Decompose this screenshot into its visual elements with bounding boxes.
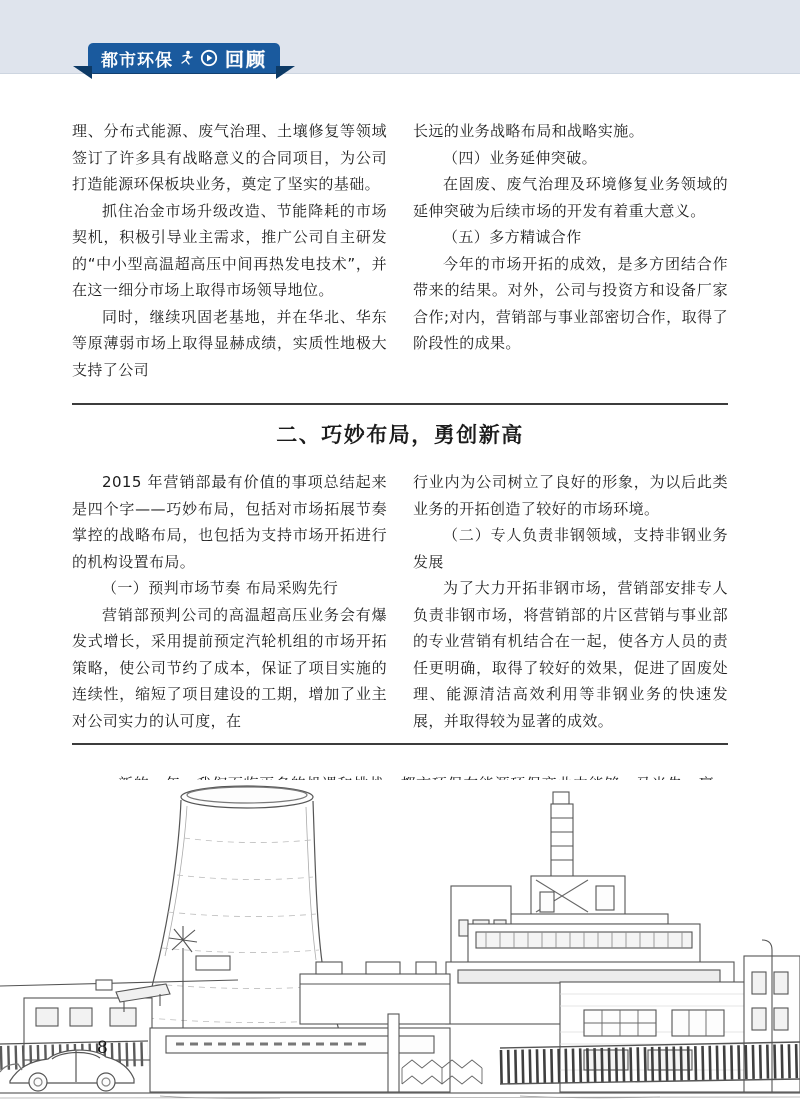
page-content [0,73,800,873]
runner-icon [180,50,193,66]
paragraph: （五）多方精诚合作 [443,228,582,246]
paragraph: 营销部预判公司的高温超高压业务会有爆发式增长，采用提前预定汽轮机组的市场开拓策略，使公司节约了成本，保证了项目实施的连续性，缩短了项目建设的工期，增加了业主对公司实力的认可度，在 [72,605,387,730]
section-divider-top [72,403,728,405]
brand-logo-text: 都市环保 [101,50,173,71]
header-ribbon [88,43,280,73]
paragraph: 今年的市场开拓的成效，是多方团结合作带来的结果。对外，公司与投资方和设备厂家合作;对内，营销部与事业部密切合作，取得了阶段性的成果。 [413,254,728,352]
paragraph: 长远的业务战略布局和战略实施。 [413,122,645,140]
section-divider-bottom [72,743,728,745]
section1-left-column [72,118,387,383]
paragraph: 2015 年营销部最有价值的事项总结起来是四个字——巧妙布局，包括对市场拓展节奏掌控的战略布局，也包括为支持市场开拓进行的机构设置布局。 [72,473,387,571]
paragraph: 抓住冶金市场升级改造、节能降耗的市场契机，积极引导业主需求，推广公司自主研发的“中小型高温超高压中间再热发电技术”，并在这一细分市场上取得市场领导地位。 [72,201,387,299]
paragraph: 同时，继续巩固老基地，并在华北、华东等原薄弱市场上取得显赫成绩，实质性地极大支持了公司 [72,307,387,379]
section2-right-column [413,469,728,734]
play-icon [200,49,218,67]
section2-title: 二、巧妙布局，勇创新高 [276,423,524,447]
paragraph: 在固废、废气治理及环境修复业务领域的延伸突破为后续市场的开发有着重大意义。 [413,175,728,220]
paragraph: 行业内为公司树立了良好的形象，为以后此类业务的开拓创造了较好的市场环境。 [413,473,728,518]
paragraph: （四）业务延伸突破。 [443,148,598,167]
paragraph: 理、分布式能源、废气治理、土壤修复等领域签订了许多具有战略意义的合同项目，为公司打造能源环保板块业务，奠定了坚实的基础。 [72,122,387,193]
paragraph: （二）专人负责非钢领域，支持非钢业务发展 [413,526,728,571]
section1-columns [72,118,728,383]
power-plant-sketch-svg [0,780,800,1100]
section1-right-column [413,118,728,383]
header-band [0,0,800,74]
header-badge: 回顾 [225,48,268,71]
power-plant-illustration [0,780,800,1100]
section2-columns [72,469,728,734]
section2-left-column [72,469,387,734]
paragraph: 为了大力开拓非钢市场，营销部安排专人负责非钢市场，将营销部的片区营销与事业部的专业营销有机结合在一起，使各方人员的责任更明确，取得了较好的效果，促进了固废处理、能源清洁高效利用等非钢业务的快速发展，并取得较为显著的成效。 [413,579,728,730]
paragraph: （一）预判市场节奏 布局采购先行 [102,579,339,597]
page-number: 8 [97,1038,108,1058]
